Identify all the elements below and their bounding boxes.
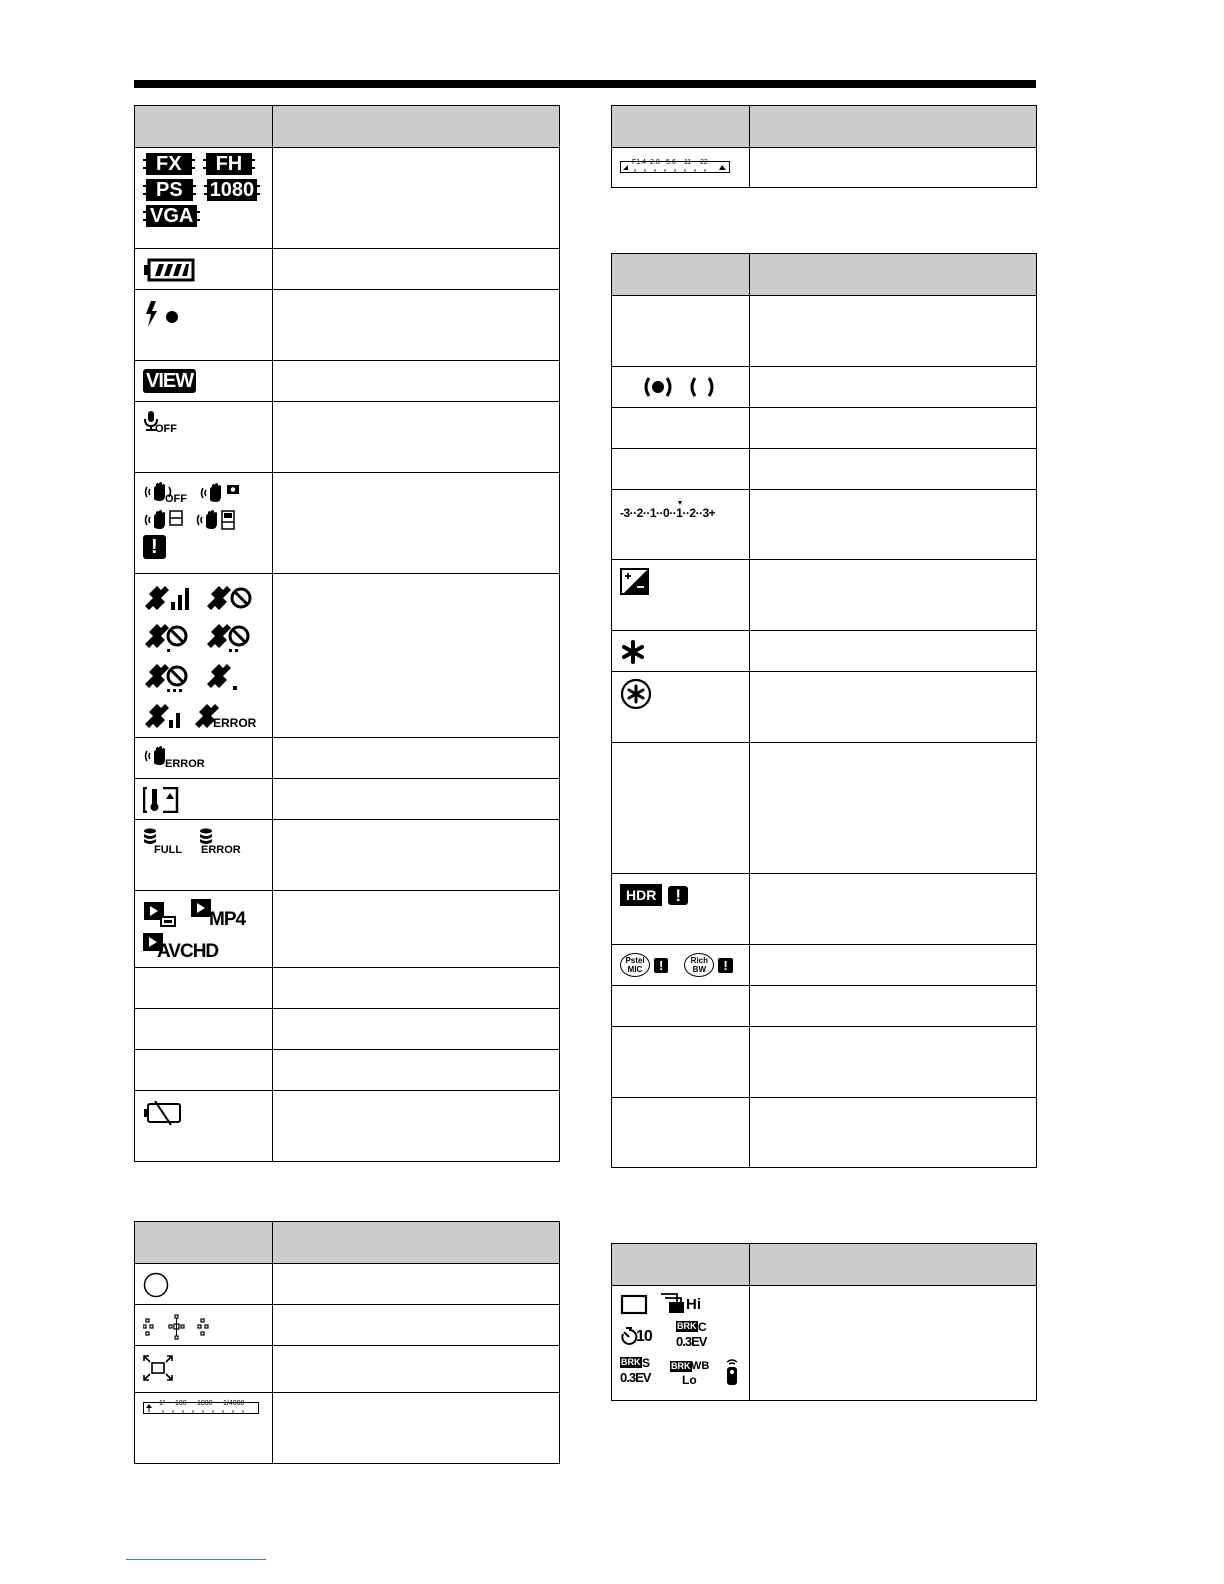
display-icons-table-right-bottom <box>611 1243 1037 1401</box>
table-header <box>612 1244 1037 1286</box>
description-cell <box>273 249 560 290</box>
fx-icon: FX <box>143 153 195 175</box>
table-row <box>612 408 1037 449</box>
description-cell <box>273 1091 560 1162</box>
continuous-hi-label: Hi <box>686 1296 701 1313</box>
table-row <box>612 148 1037 188</box>
icon-cell <box>135 820 273 891</box>
exposure-compensation-icon <box>620 568 650 596</box>
view-avchd-icon <box>143 933 223 963</box>
icon-cell <box>135 574 273 738</box>
mic-label: MIC <box>627 965 643 974</box>
table-row <box>135 148 560 249</box>
gps-weak-icon <box>205 660 245 692</box>
description-cell <box>750 449 1037 490</box>
header-indication <box>750 254 1037 296</box>
hdr-warning-icon: ! <box>668 886 688 905</box>
battery-full-icon <box>143 258 195 282</box>
description-cell <box>273 1009 560 1050</box>
icon-cell <box>135 249 273 290</box>
hdr-icon <box>620 884 662 906</box>
footer-link-underline <box>126 1559 266 1560</box>
spot-metering-circle-icon <box>143 1272 169 1298</box>
brk-s-ev: 0.3EV <box>620 1370 651 1385</box>
view-mp4-icon <box>191 899 247 929</box>
icon-cell <box>135 473 273 574</box>
gps-searching-2-icon <box>205 620 253 652</box>
table-row <box>135 779 560 820</box>
steadyshot-error-label: ERROR <box>165 758 205 770</box>
description-cell <box>750 874 1037 945</box>
description-cell <box>273 1050 560 1091</box>
aperture-label-4: 11 <box>684 158 692 166</box>
table-row <box>612 490 1037 560</box>
rich-bw-icon <box>684 953 714 977</box>
view-avchd-label: AVCHD <box>157 941 219 962</box>
steadyshot-off-icon <box>143 481 189 505</box>
bracket-wb-icon <box>670 1357 710 1387</box>
icon-cell <box>135 1091 273 1162</box>
gps-searching-icon <box>143 620 191 652</box>
continuous-hi-icon <box>660 1293 708 1315</box>
description-cell <box>750 631 1037 672</box>
brk-c-badge: BRK <box>677 1321 697 1331</box>
vga-icon: VGA <box>143 205 200 227</box>
no-battery-icon <box>143 1100 183 1126</box>
temperature-warning-icon <box>143 787 179 813</box>
pastel-warning-icon: ! <box>654 958 668 973</box>
table-row <box>135 891 560 968</box>
icon-cell <box>135 1264 273 1305</box>
view-folder-icon <box>143 901 177 927</box>
description-cell <box>750 1286 1037 1401</box>
description-cell <box>273 290 560 361</box>
steadyshot-camera-movie-icon <box>195 509 237 531</box>
rich-label: Rich <box>690 956 709 965</box>
description-cell <box>273 1346 560 1393</box>
description-cell <box>273 1305 560 1346</box>
ae-lock-icon <box>620 639 646 665</box>
view-icon: VIEW <box>143 369 196 393</box>
focus-indicator-icons <box>643 374 719 400</box>
header-indication <box>750 106 1037 148</box>
description-cell <box>750 408 1037 449</box>
header-indication <box>273 1222 560 1264</box>
table-row <box>135 738 560 779</box>
table-header <box>612 254 1037 296</box>
icon-cell <box>135 290 273 361</box>
description-cell <box>750 490 1037 560</box>
description-cell <box>273 148 560 249</box>
steadyshot-off-label: OFF <box>165 493 187 505</box>
description-cell <box>273 779 560 820</box>
shutter-scale-label-4: 1/4000 <box>223 1400 245 1407</box>
icon-cell <box>135 968 273 1009</box>
bw-label: BW <box>692 965 706 974</box>
description-cell <box>750 367 1037 408</box>
ev-scale-icon <box>620 500 738 524</box>
gps-searching-3-icon <box>143 660 191 692</box>
database-full-label: FULL <box>154 844 183 856</box>
brk-c-letter: C <box>698 1320 707 1334</box>
description-cell <box>750 1027 1037 1098</box>
pastel-mic-icon <box>620 953 650 977</box>
brk-s-badge: BRK <box>621 1357 641 1367</box>
table-row <box>135 1050 560 1091</box>
icon-cell <box>612 743 750 874</box>
view-mp4-label: MP4 <box>209 909 246 930</box>
header-display <box>135 1222 273 1264</box>
table-row <box>135 290 560 361</box>
bracket-single-icon <box>620 1357 656 1387</box>
display-icons-table-left-top <box>134 105 560 1162</box>
section-top-rule <box>134 80 1036 88</box>
description-cell <box>750 148 1037 188</box>
description-cell <box>750 945 1037 986</box>
self-timer-10-icon <box>620 1325 660 1347</box>
brk-wb-letters: WB <box>691 1360 710 1372</box>
description-cell <box>273 361 560 402</box>
icon-cell <box>612 449 750 490</box>
steadyshot-movie-icon <box>143 509 185 531</box>
description-cell <box>273 473 560 574</box>
table-row <box>135 1264 560 1305</box>
remote-commander-icon <box>724 1358 740 1386</box>
aperture-scale-icon <box>620 159 730 175</box>
flash-charge-icon <box>143 300 183 328</box>
table-row <box>135 1346 560 1393</box>
icon-cell <box>135 148 273 249</box>
table-row <box>135 249 560 290</box>
table-row <box>612 560 1037 631</box>
table-row <box>612 986 1037 1027</box>
header-display <box>612 106 750 148</box>
shutter-scale-label-1: 1" <box>159 1400 166 1407</box>
shutter-scale-label-2: 100 <box>175 1400 187 1407</box>
icon-cell <box>135 891 273 968</box>
aperture-label-2: 2.8 <box>650 158 660 166</box>
icon-cell <box>612 148 750 188</box>
database-error-icon <box>199 828 243 858</box>
single-shooting-icon <box>620 1293 648 1315</box>
table-header <box>135 1222 560 1264</box>
table-row <box>612 367 1037 408</box>
header-display <box>612 1244 750 1286</box>
pastel-label: Pstel <box>625 956 645 965</box>
table-row <box>135 1393 560 1464</box>
description-cell <box>750 743 1037 874</box>
icon-cell <box>612 296 750 367</box>
table-row <box>135 1091 560 1162</box>
gps-medium-icon <box>143 700 183 730</box>
gps-error-icon <box>193 700 255 730</box>
hdr-label: HDR <box>620 884 662 906</box>
table-header <box>612 106 1037 148</box>
header-display <box>612 254 750 296</box>
description-cell <box>273 1393 560 1464</box>
gps-signal-icon <box>143 582 191 612</box>
display-icons-table-left-bottom <box>134 1221 560 1464</box>
icon-cell <box>612 1286 750 1401</box>
header-indication <box>273 106 560 148</box>
mic-off-label: OFF <box>155 423 177 435</box>
icon-cell <box>612 874 750 945</box>
icon-cell <box>135 1393 273 1464</box>
brk-c-ev: 0.3EV <box>676 1334 707 1349</box>
icon-cell <box>612 560 750 631</box>
table-row <box>612 672 1037 743</box>
icon-cell <box>612 986 750 1027</box>
table-row <box>135 402 560 473</box>
icon-cell <box>612 672 750 743</box>
icon-cell <box>612 631 750 672</box>
description-cell <box>273 402 560 473</box>
icon-cell <box>612 1098 750 1168</box>
description-cell <box>273 968 560 1009</box>
ps-icon: PS <box>143 179 196 201</box>
description-cell <box>750 672 1037 743</box>
table-row <box>135 820 560 891</box>
shutter-speed-scale-icon <box>143 1400 259 1418</box>
icon-cell <box>135 361 273 402</box>
description-cell <box>273 1264 560 1305</box>
description-cell <box>273 820 560 891</box>
gps-error-label: ERROR <box>213 716 257 730</box>
icon-cell <box>135 1305 273 1346</box>
gps-no-signal-icon <box>205 582 253 612</box>
table-row <box>135 1305 560 1346</box>
mic-off-icon <box>143 410 183 434</box>
icon-cell <box>612 490 750 560</box>
table-row <box>612 1098 1037 1168</box>
icon-cell <box>612 408 750 449</box>
table-row <box>135 968 560 1009</box>
shutter-scale-label-3: 1000 <box>197 1400 213 1407</box>
table-row <box>612 743 1037 874</box>
icon-cell <box>135 738 273 779</box>
table-row <box>612 1027 1037 1098</box>
icon-cell <box>612 1027 750 1098</box>
display-icons-table-right-middle <box>611 253 1037 1168</box>
header-indication <box>750 1244 1037 1286</box>
icon-cell <box>612 945 750 986</box>
icon-cell <box>135 1346 273 1393</box>
table-row <box>612 1286 1037 1401</box>
steadyshot-error-icon <box>143 745 203 771</box>
table-row <box>612 631 1037 672</box>
icon-cell <box>135 1009 273 1050</box>
table-row <box>612 874 1037 945</box>
af-frame-icon <box>143 1355 173 1381</box>
database-full-icon <box>143 828 187 858</box>
table-row <box>612 296 1037 367</box>
ev-scale-text: -3··2··1··0··1··2··3+ <box>620 506 716 520</box>
af-points-icon <box>143 1314 213 1340</box>
table-row <box>135 1009 560 1050</box>
self-timer-label: 10 <box>636 1328 652 1345</box>
bracket-continuous-icon <box>676 1321 716 1351</box>
rich-bw-warning-icon: ! <box>718 958 732 973</box>
description-cell <box>750 560 1037 631</box>
description-cell <box>273 738 560 779</box>
icon-cell <box>135 779 273 820</box>
description-cell <box>750 986 1037 1027</box>
description-cell <box>750 1098 1037 1168</box>
table-row <box>135 361 560 402</box>
display-icons-table-right-top <box>611 105 1037 188</box>
icon-cell <box>612 367 750 408</box>
table-row <box>135 574 560 738</box>
ae-lock-circle-icon <box>620 678 652 710</box>
aperture-label-5: 22 <box>700 158 708 166</box>
table-row <box>612 449 1037 490</box>
description-cell <box>273 574 560 738</box>
warning-icon: ! <box>143 535 166 559</box>
aperture-label-3: 5.6 <box>666 158 676 166</box>
description-cell <box>273 891 560 968</box>
1080-icon: 1080 <box>204 179 261 201</box>
brk-wb-badge: BRK <box>671 1361 691 1371</box>
description-cell <box>750 296 1037 367</box>
icon-cell <box>135 402 273 473</box>
table-header <box>135 106 560 148</box>
table-row <box>612 945 1037 986</box>
icon-cell <box>135 1050 273 1091</box>
brk-s-letter: S <box>642 1356 651 1370</box>
steadyshot-camera-icon <box>199 482 241 504</box>
brk-wb-lo: Lo <box>682 1373 697 1387</box>
fh-icon: FH <box>203 153 256 175</box>
header-display <box>135 106 273 148</box>
database-error-label: ERROR <box>201 844 241 856</box>
aperture-label-1: F1.4 <box>632 158 647 166</box>
table-row <box>135 473 560 574</box>
